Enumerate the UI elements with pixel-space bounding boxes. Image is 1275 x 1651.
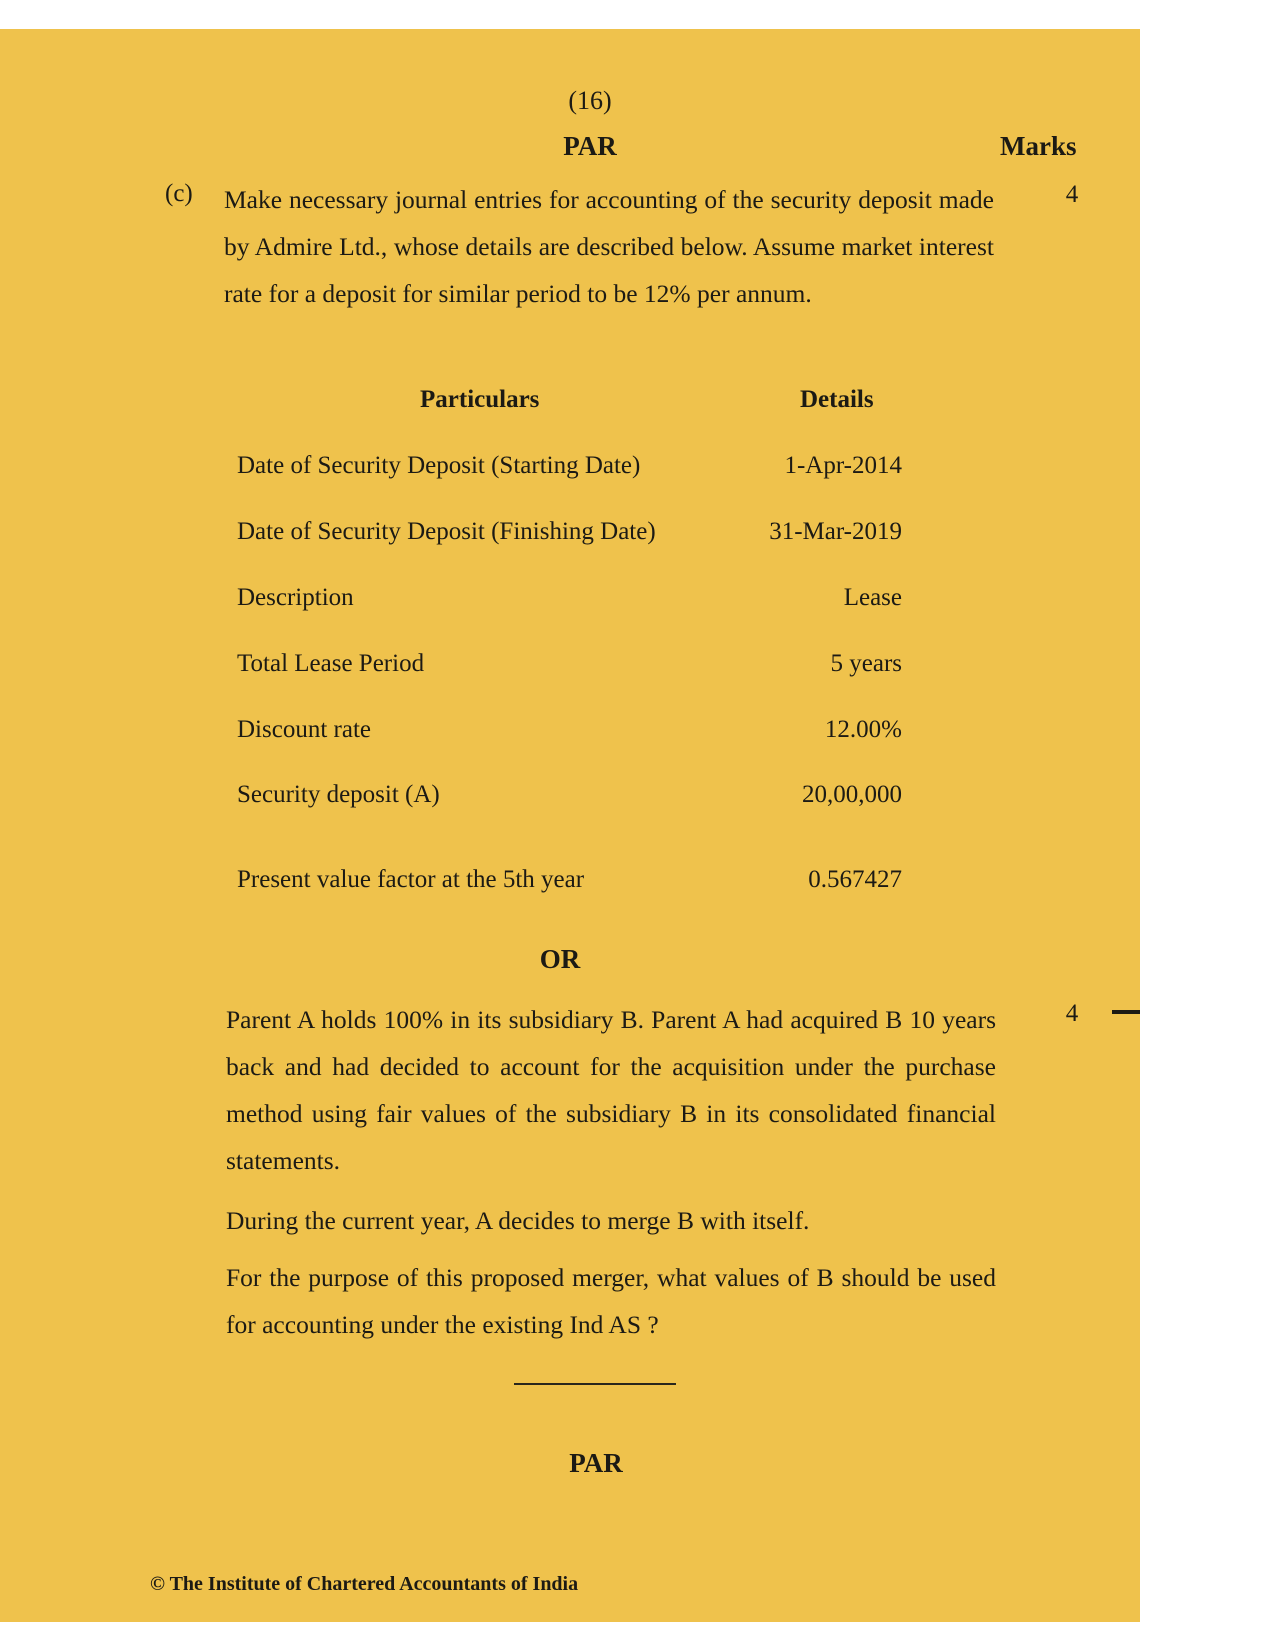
row-value: 5 years — [830, 650, 902, 677]
question-label: (c) — [165, 180, 193, 207]
table-row — [237, 866, 902, 906]
paper-code-header: PAR — [563, 131, 617, 161]
row-value: 1-Apr-2014 — [784, 452, 902, 479]
marks-column-header: Marks — [1000, 131, 1077, 161]
margin-dash — [1112, 1010, 1140, 1014]
question-marks: 4 — [1065, 181, 1079, 208]
row-label: Security deposit (A) — [237, 781, 440, 808]
table-header-details: Details — [800, 386, 874, 413]
row-value: 31-Mar-2019 — [769, 518, 902, 545]
alternative-question-marks: 4 — [1065, 1000, 1079, 1027]
paper-code-footer: PAR — [569, 1448, 623, 1478]
row-value: 12.00% — [824, 716, 902, 743]
row-value: 20,00,000 — [802, 781, 902, 808]
copyright-footer: © The Institute of Chartered Accountants of India — [150, 1573, 579, 1595]
table-row — [237, 781, 902, 821]
alternative-question-text-3: For the purpose of this proposed merger, what values of B should be used for accounting under the existing Ind AS ? — [226, 1263, 996, 1339]
table-row — [237, 518, 902, 558]
table-row — [237, 452, 902, 492]
row-label: Total Lease Period — [237, 650, 425, 677]
table-row — [237, 716, 902, 756]
question-text: Make necessary journal entries for accounting of the security deposit made by Admire Ltd., whose details are described below. Assume market interest rate for a deposit for similar period to be 12% per annum. — [224, 185, 994, 308]
page-number: (16) — [568, 86, 612, 115]
row-label: Date of Security Deposit (Finishing Date) — [237, 518, 656, 545]
row-value: 0.567427 — [808, 866, 902, 893]
section-end-rule — [514, 1383, 676, 1385]
table-row — [237, 650, 902, 690]
alternative-question-text-2: During the current year, A decides to merge B with itself. — [226, 1206, 810, 1235]
row-label: Discount rate — [237, 716, 371, 743]
alternative-question-text: Parent A holds 100% in its subsidiary B. Parent A had acquired B 10 years back and had decided to account for the acquisition under the purchase method using fair values of the subsidiary B in its consolidated financial statements. — [226, 1005, 996, 1175]
or-divider: OR — [539, 944, 581, 974]
row-label: Present value factor at the 5th year — [237, 866, 585, 893]
row-label: Date of Security Deposit (Starting Date) — [237, 452, 641, 479]
table-row — [237, 584, 902, 624]
table-header-particulars: Particulars — [420, 386, 540, 413]
row-label: Description — [237, 584, 354, 611]
row-value: Lease — [843, 584, 902, 611]
